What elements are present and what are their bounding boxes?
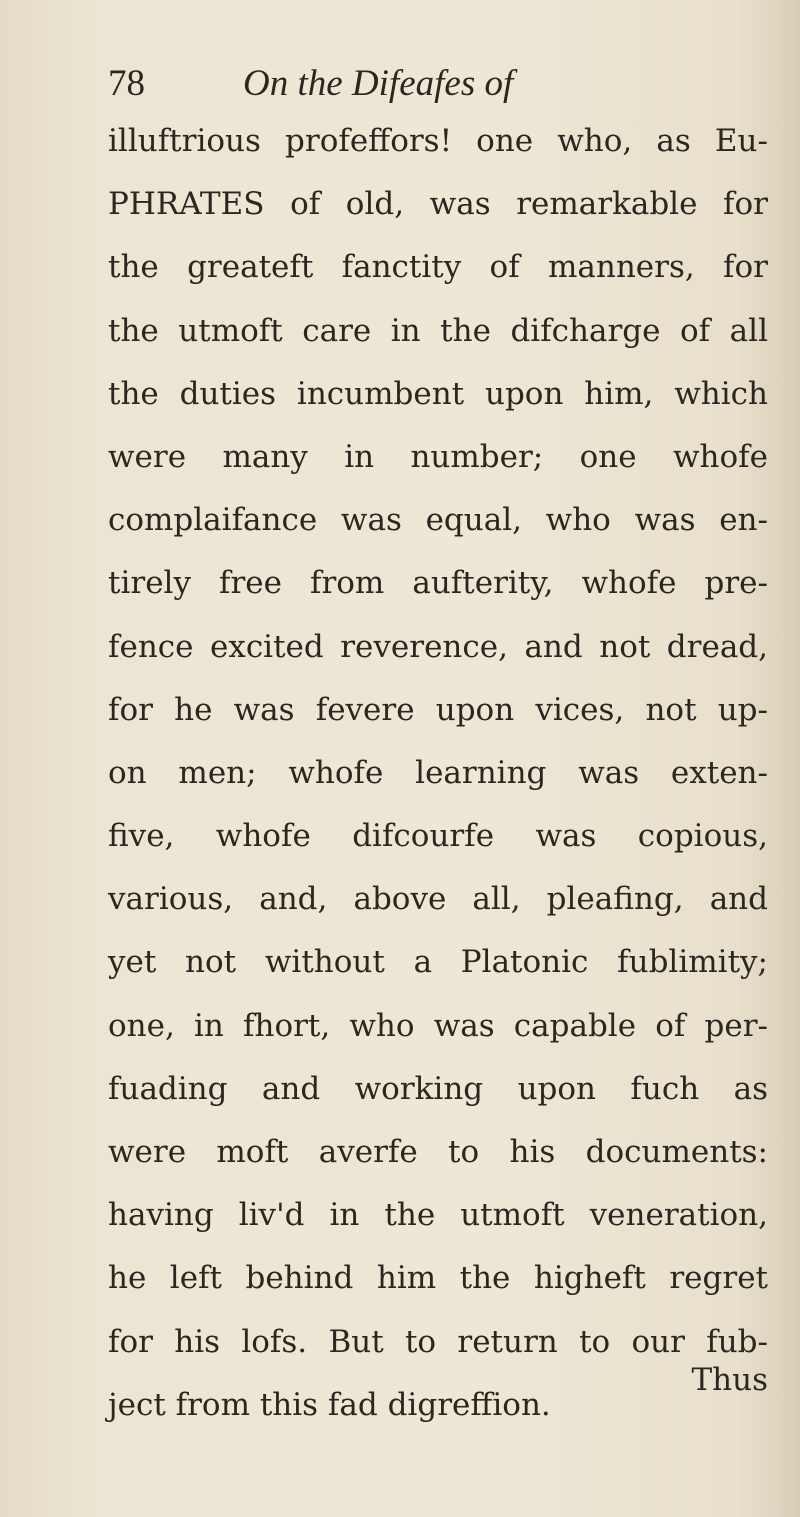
text-line: on men; whofe learning was exten- <box>108 754 768 791</box>
text-line-last: ject from this fad digreffion. <box>108 1386 551 1423</box>
text-line: were moft averfe to his documents: <box>108 1134 768 1170</box>
text-line: fence excited reverence, and not dread, <box>108 628 768 665</box>
text-line: for he was fevere upon vices, not up- <box>108 691 768 728</box>
text-line: the utmoft care in the difcharge of all <box>108 312 768 349</box>
text-line: tirely free from aufterity, whofe pre- <box>108 565 768 602</box>
catchword-row <box>108 1350 768 1410</box>
text-line: were many in number; one whofe <box>108 438 768 475</box>
text-line: illuftrious profeffors! one who, as Eu- <box>108 123 768 159</box>
text-line: one, in fhort, who was capable of per- <box>108 1007 768 1044</box>
text-line: yet not without a Platonic fublimity; <box>108 944 768 981</box>
text-line: he left behind him the higheft regret <box>108 1260 768 1297</box>
text-line: the greateft fanctity of manners, for <box>108 249 768 286</box>
text-line: five, whofe difcourfe was copious, <box>108 818 768 855</box>
page-number: 78 <box>108 63 145 104</box>
text-line: for his lofs. But to return to our fub- <box>108 1323 768 1360</box>
running-head: On the Difeafes of <box>243 63 514 104</box>
text-line: having liv'd in the utmoft veneration, <box>108 1197 768 1234</box>
text-line: the duties incumbent upon him, which <box>108 375 768 412</box>
body-text <box>108 110 768 1437</box>
text-line: complaifance was equal, who was en- <box>108 502 768 539</box>
page-header <box>108 62 668 106</box>
catchword: Thus <box>691 1362 768 1398</box>
text-line: various, and, above all, pleafing, and <box>108 881 768 918</box>
text-line: PHRATES of old, was remarkable for <box>108 186 768 223</box>
text-line: fuading and working upon fuch as <box>108 1070 768 1107</box>
